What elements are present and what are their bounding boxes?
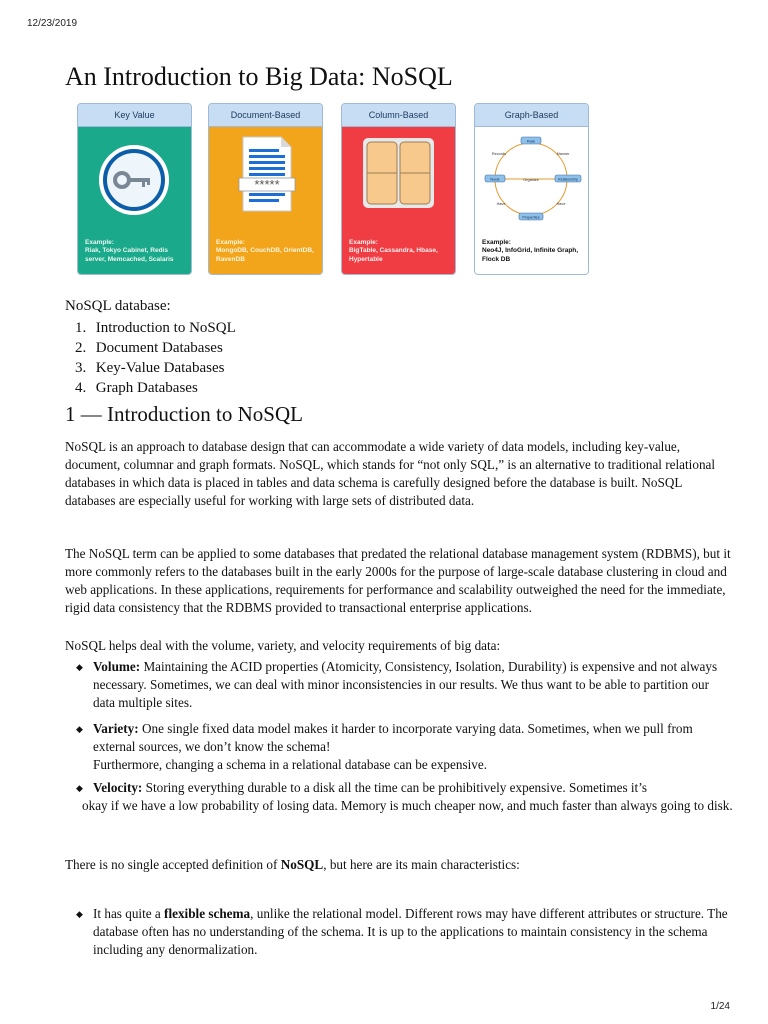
card-document-based xyxy=(208,103,323,275)
svg-text:Properties: Properties xyxy=(522,215,540,220)
svg-text:Node: Node xyxy=(490,176,500,182)
print-date: 12/23/2019 xyxy=(27,18,78,29)
paragraph-history: The NoSQL term can be applied to some databases that predated the relational database management system (RDBMS), but it more commonly refers to the databases built in the early 2000s for the purpose of large-scale database clustering in cloud and web applications. In these applications, requirements for performance and scalability outweighed the need for the immediate, rigid data consistency that the RDBMS provided to transactional enterprise applications. xyxy=(65,546,731,615)
example-label: Example: xyxy=(482,238,511,246)
key-icon xyxy=(78,135,191,225)
page-title: An Introduction to Big Data: NoSQL xyxy=(65,62,453,91)
columns-icon xyxy=(342,135,455,220)
password-stars: ***** xyxy=(254,177,280,192)
card-heading: Document-Based xyxy=(209,104,322,127)
example-text: Riak, Tokyo Cabinet, Redis server, Memcached, Scalaris xyxy=(85,247,174,263)
toc-item[interactable]: 1. Introduction to NoSQL xyxy=(75,320,236,336)
card-graph-based xyxy=(474,103,589,275)
paragraph-intro: NoSQL is an approach to database design that can accommodate a wide variety of data models, including key-value, document, columnar and graph formats. NoSQL, which stands for “not only SQL,” is an alternative to traditional relational databases in which data is placed in tables and data schema is carefully designed before the database is built. NoSQL databases are especially useful for working with large sets of distributed data. xyxy=(65,439,716,508)
card-column-based xyxy=(341,103,456,275)
paragraph-characteristics: There is no single accepted definition of NoSQL, but here are its main characteristics: xyxy=(65,857,520,872)
graph-icon xyxy=(475,129,588,224)
example-label: Example: xyxy=(85,238,114,246)
card-heading: Key Value xyxy=(78,104,191,127)
card-heading: Graph-Based xyxy=(475,104,588,127)
svg-text:Have: Have xyxy=(496,202,506,206)
svg-text:Organize: Organize xyxy=(523,178,539,182)
diamond-bullet-icon: ◆ xyxy=(76,662,83,672)
example-text: BigTable, Cassandra, Hbase, Hypertable xyxy=(349,247,438,263)
example-text: MongoDB, CouchDB, OrientDB, RavenDB xyxy=(216,247,314,263)
section-heading: 1 — Introduction to NoSQL xyxy=(65,402,303,426)
toc-item[interactable]: 2. Document Databases xyxy=(75,340,223,356)
svg-text:Rule: Rule xyxy=(526,138,536,144)
table-of-contents xyxy=(75,318,236,398)
diamond-bullet-icon: ◆ xyxy=(76,783,83,793)
example-label: Example: xyxy=(216,238,245,246)
svg-text:Records: Records xyxy=(491,152,507,156)
svg-text:Manner: Manner xyxy=(556,152,570,156)
example-label: Example: xyxy=(349,238,378,246)
toc-item[interactable]: 3. Key-Value Databases xyxy=(75,360,225,376)
nosql-types-figure xyxy=(77,103,592,275)
svg-text:Have: Have xyxy=(556,202,566,206)
card-key-value xyxy=(77,103,192,275)
document-icon xyxy=(209,131,322,231)
card-heading: Column-Based xyxy=(342,104,455,127)
svg-text:Relationship: Relationship xyxy=(558,177,578,182)
toc-item[interactable]: 4. Graph Databases xyxy=(75,380,198,396)
example-text: Neo4J, InfoGrid, Infinite Graph, Flock DB xyxy=(482,247,579,263)
page-number: 1/24 xyxy=(710,1001,730,1012)
diamond-bullet-icon: ◆ xyxy=(76,909,83,919)
paragraph-big-data: NoSQL helps deal with the volume, variety, and velocity requirements of big data: xyxy=(65,638,501,653)
toc-intro: NoSQL database: xyxy=(65,298,171,314)
diamond-bullet-icon: ◆ xyxy=(76,724,83,734)
